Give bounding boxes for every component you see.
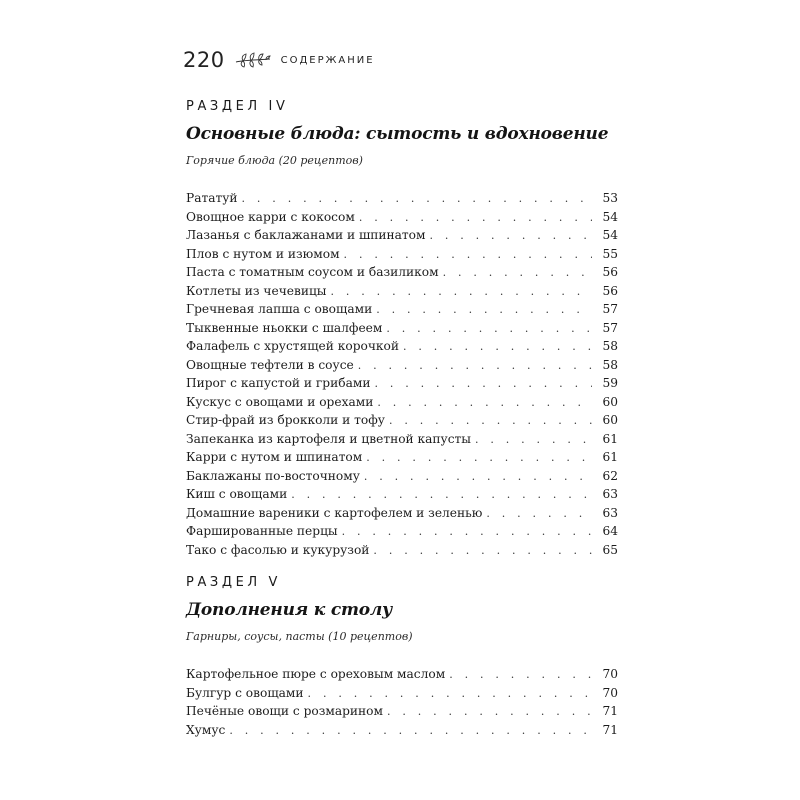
toc-entry[interactable] [186, 448, 618, 467]
toc-entry-page: 71 [602, 722, 618, 737]
toc-entry[interactable] [186, 504, 618, 523]
toc-entry[interactable] [186, 393, 618, 412]
toc-entry-page: 54 [602, 228, 618, 242]
toc-entry-title: Печёные овощи с розмарином [186, 704, 383, 718]
toc-entry-title: Гречневая лапша с овощами [186, 302, 373, 316]
dot-leader [443, 264, 592, 283]
section-label: РАЗДЕЛ V [186, 575, 282, 590]
dot-leader [308, 685, 592, 704]
page-number: 220 [183, 48, 225, 72]
toc-entry-page: 57 [602, 320, 618, 335]
toc-entry-page: 58 [602, 339, 618, 353]
toc-entry-title: Баклажаны по-восточному [186, 468, 360, 483]
dot-leader [331, 283, 593, 302]
toc-entry-page: 59 [602, 376, 618, 390]
toc-entry-title: Запеканка из картофеля и цветной капусты [186, 431, 471, 446]
sprig-icon [235, 51, 271, 69]
running-title: СОДЕРЖАНИЕ [280, 54, 375, 66]
dot-leader [242, 190, 592, 209]
dot-leader [374, 375, 592, 394]
dot-leader [359, 209, 592, 228]
dot-leader [403, 338, 592, 357]
toc-entry-title: Стир-фрай из брокколи и тофу [186, 413, 385, 427]
section-title: Основные блюда: сытость и вдохновение [186, 124, 609, 144]
dot-leader [344, 246, 592, 265]
toc-entry-title: Киш с овощами [186, 487, 288, 501]
toc-entry[interactable] [186, 541, 618, 560]
toc-entry-title: Хумус [186, 722, 226, 737]
toc-entry[interactable] [186, 337, 618, 356]
running-head [183, 44, 375, 76]
section-4 [186, 98, 618, 559]
toc-entry-page: 53 [602, 191, 618, 205]
toc-entry-page: 63 [602, 487, 618, 501]
dot-leader [376, 301, 592, 320]
toc-entry[interactable] [186, 189, 618, 208]
toc-entry-title: Рататуй [186, 191, 238, 205]
toc-entry-page: 63 [602, 505, 618, 520]
toc-entry-page: 60 [602, 413, 618, 427]
toc-entry-page: 54 [602, 209, 618, 224]
toc-entry[interactable] [186, 485, 618, 504]
toc-entry[interactable] [186, 300, 618, 319]
dot-leader [387, 703, 592, 722]
toc-entry[interactable] [186, 374, 618, 393]
toc-entry-title: Тыквенные ньокки с шалфеем [186, 320, 383, 335]
toc-entry[interactable] [186, 430, 618, 449]
toc-entry[interactable] [186, 356, 618, 375]
toc-entry-title: Паста с томатным соусом и базиликом [186, 265, 439, 279]
dot-leader [475, 431, 592, 450]
toc-entry-title: Картофельное пюре с ореховым маслом [186, 667, 446, 681]
dot-leader [358, 357, 592, 376]
toc-entry-page: 71 [602, 704, 618, 718]
toc-entry-page: 56 [602, 265, 618, 279]
dot-leader [386, 320, 592, 339]
dot-leader [486, 505, 592, 524]
dot-leader [389, 412, 592, 431]
toc-entry[interactable] [186, 282, 618, 301]
toc-entry-page: 70 [602, 685, 618, 700]
toc-entry-title: Тако с фасолью и кукурузой [186, 542, 370, 557]
toc-entry-page: 61 [602, 450, 618, 464]
section-title: Дополнения к столу [186, 600, 393, 620]
dot-leader [429, 227, 592, 246]
toc-entry[interactable] [186, 319, 618, 338]
toc-entry-title: Карри с нутом и шпинатом [186, 450, 363, 464]
toc-entry[interactable] [186, 226, 618, 245]
section-label: РАЗДЕЛ IV [186, 99, 289, 114]
toc-entry-title: Пирог с капустой и грибами [186, 376, 371, 390]
toc-entry-page: 62 [602, 468, 618, 483]
toc-entry[interactable] [186, 245, 618, 264]
toc-entry-title: Плов с нутом и изюмом [186, 246, 340, 261]
dot-leader [373, 542, 592, 561]
toc-entry-title: Котлеты из чечевицы [186, 283, 327, 298]
toc-entry[interactable] [186, 411, 618, 430]
toc-entry-title: Фаршированные перцы [186, 524, 338, 538]
toc-entry-page: 55 [602, 246, 618, 261]
section-subtitle: Горячие блюда (20 рецептов) [186, 154, 363, 167]
toc-entry[interactable] [186, 467, 618, 486]
dot-leader [377, 394, 592, 413]
toc-entry[interactable] [186, 665, 618, 684]
toc-entry-title: Кускус с овощами и орехами [186, 394, 374, 409]
toc-entry-title: Овощное карри с кокосом [186, 209, 355, 224]
toc-entry[interactable] [186, 208, 618, 227]
toc-entry-title: Булгур с овощами [186, 685, 304, 700]
toc-list [186, 189, 618, 559]
dot-leader [366, 449, 592, 468]
section-5 [186, 574, 618, 739]
toc-entry-page: 60 [602, 394, 618, 409]
toc-entry[interactable] [186, 522, 618, 541]
toc-entry-page: 57 [602, 302, 618, 316]
dot-leader [291, 486, 592, 505]
toc-list [186, 665, 618, 739]
toc-entry[interactable] [186, 721, 618, 740]
dot-leader [229, 722, 592, 741]
toc-entry-page: 65 [602, 542, 618, 557]
toc-entry-page: 56 [602, 283, 618, 298]
dot-leader [449, 666, 592, 685]
toc-entry[interactable] [186, 263, 618, 282]
toc-entry-title: Фалафель с хрустящей корочкой [186, 339, 399, 353]
toc-entry[interactable] [186, 684, 618, 703]
toc-entry-page: 58 [602, 357, 618, 372]
toc-entry-page: 70 [602, 667, 618, 681]
toc-entry-title: Овощные тефтели в соусе [186, 357, 354, 372]
toc-entry[interactable] [186, 702, 618, 721]
toc-entry-title: Домашние вареники с картофелем и зеленью [186, 505, 483, 520]
section-subtitle: Гарниры, соусы, пасты (10 рецептов) [186, 630, 413, 643]
toc-entry-title: Лазанья с баклажанами и шпинатом [186, 228, 426, 242]
dot-leader [364, 468, 592, 487]
toc-entry-page: 61 [602, 431, 618, 446]
dot-leader [342, 523, 592, 542]
toc-entry-page: 64 [602, 524, 618, 538]
